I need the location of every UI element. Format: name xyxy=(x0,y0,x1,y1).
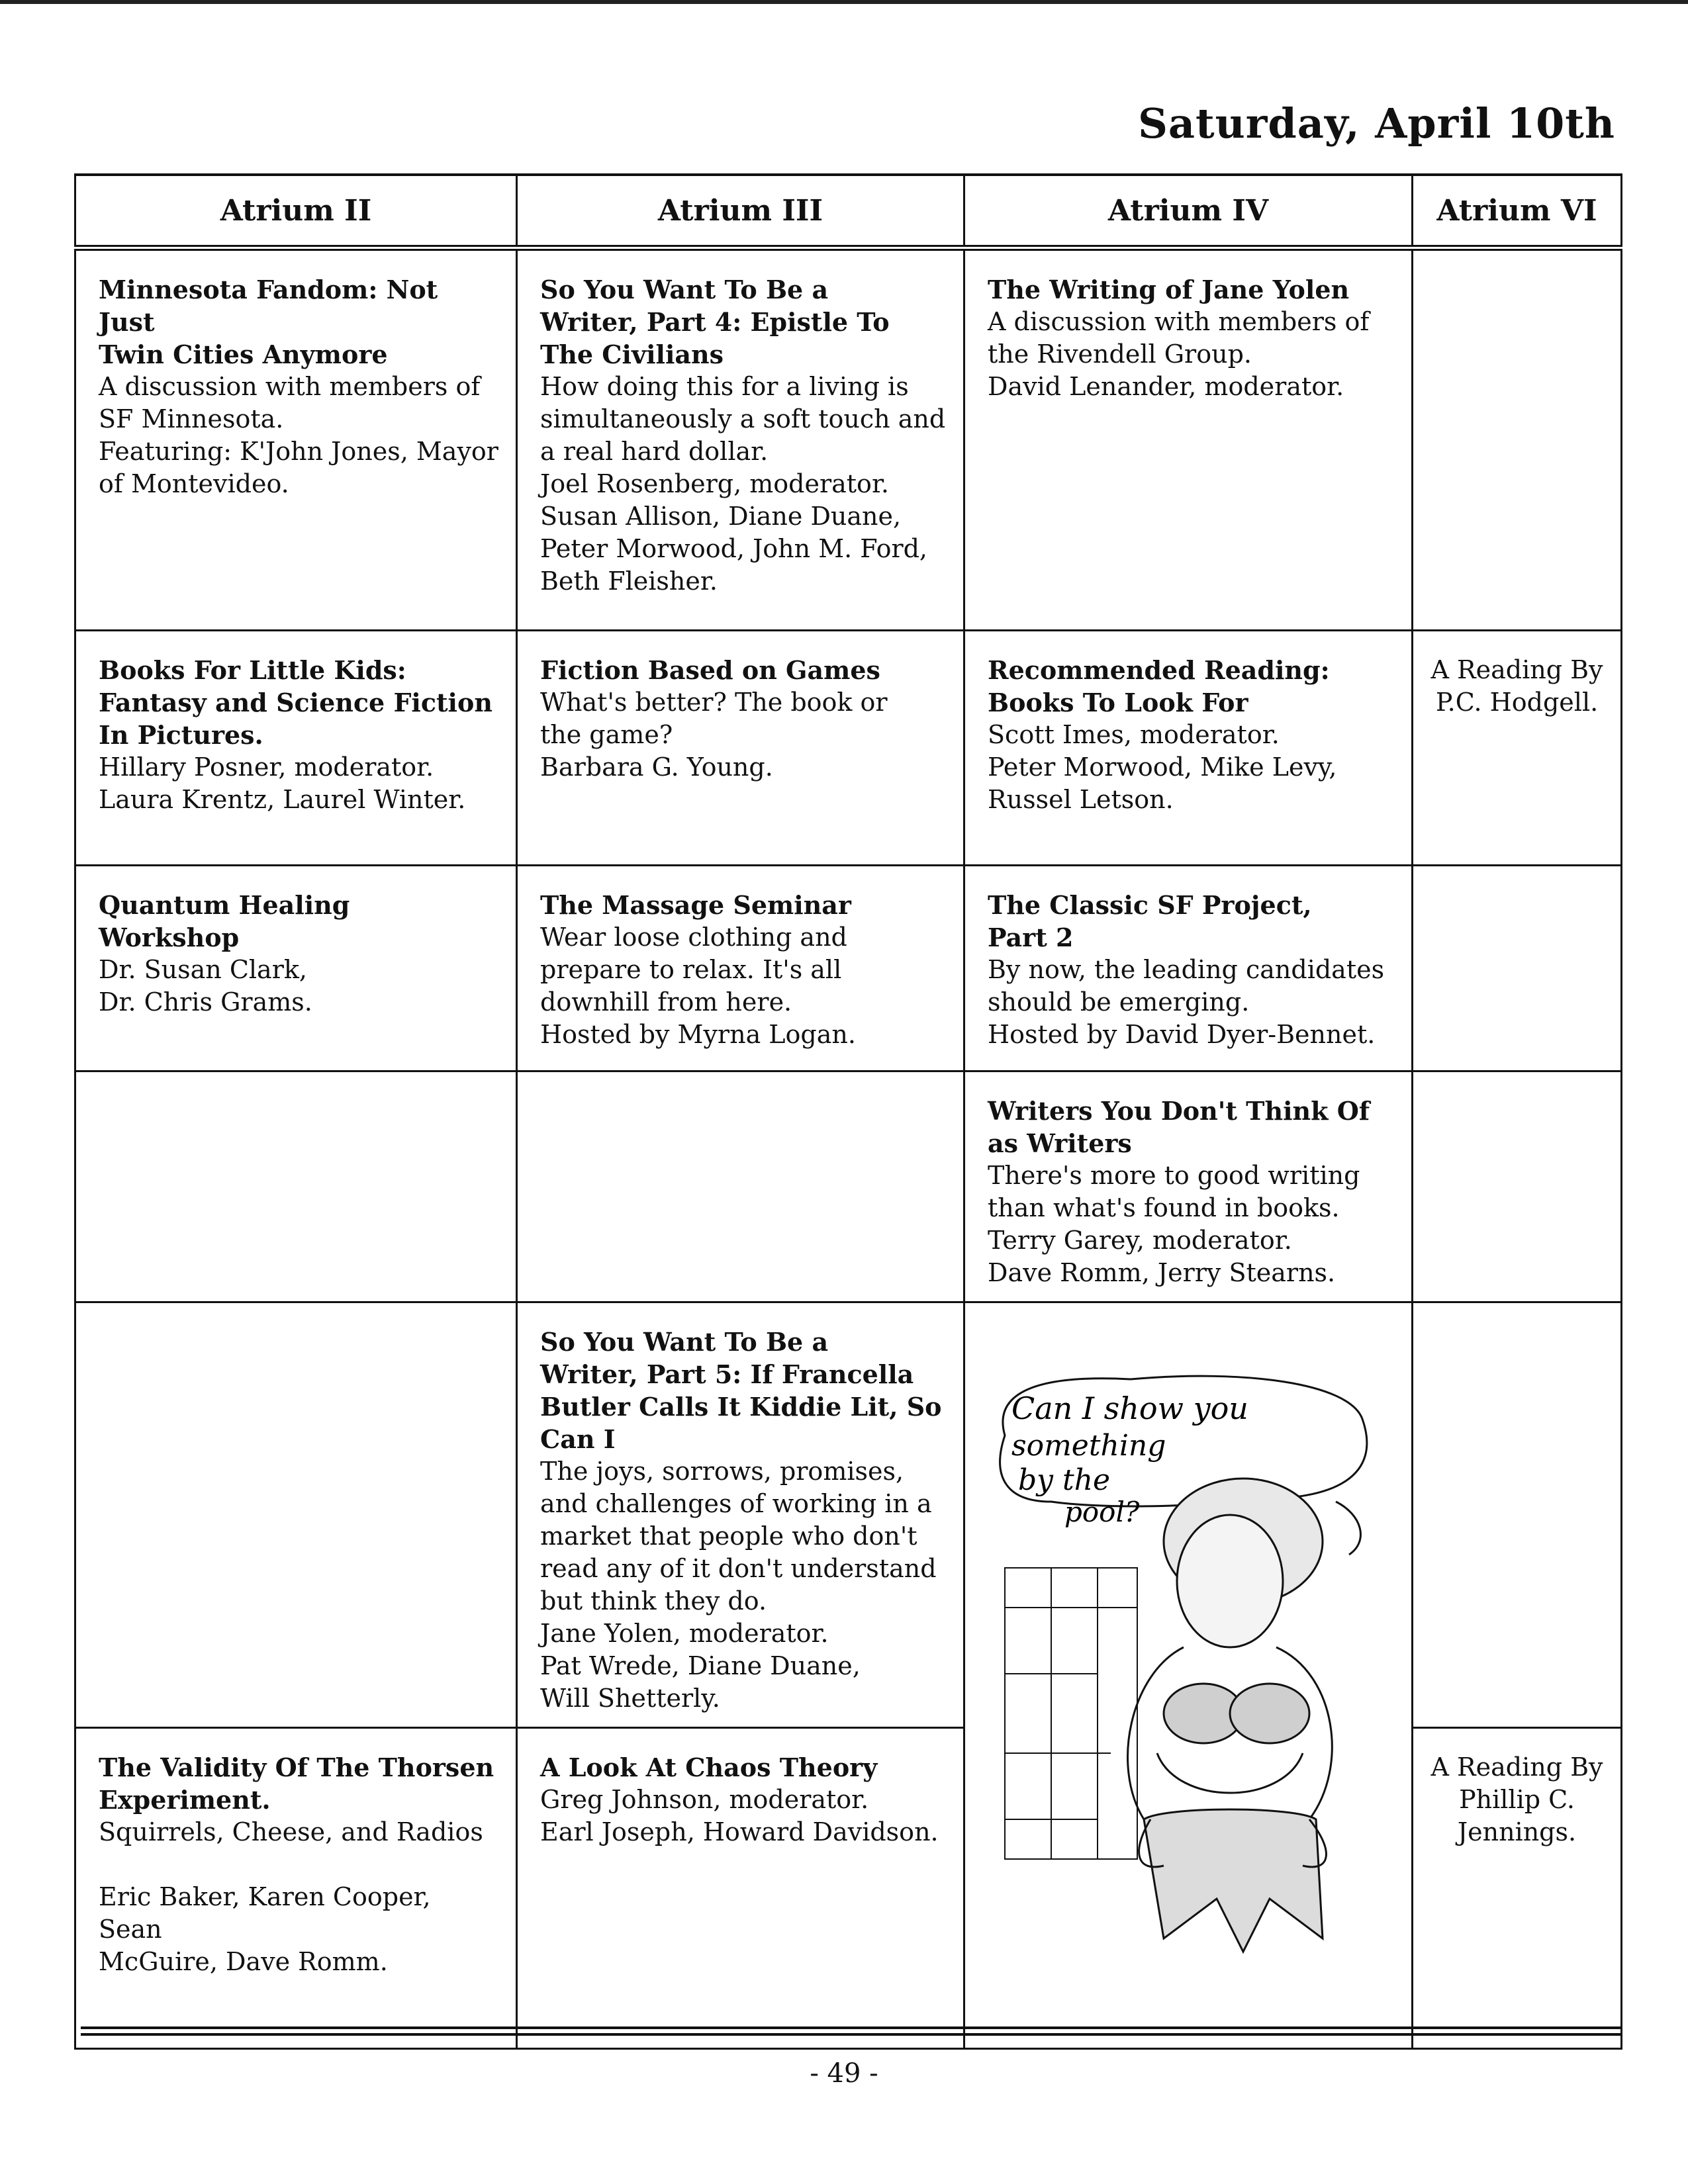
session-title: A Look At Chaos Theory xyxy=(540,1752,878,1782)
session-cell xyxy=(75,248,517,631)
session-detail: A discussion with members of xyxy=(988,307,1370,336)
column-header-atrium-iii: Atrium III xyxy=(517,175,964,248)
bottom-rule xyxy=(81,2026,1620,2029)
speech-line-2: something xyxy=(1011,1429,1166,1463)
session-title: The Validity Of The Thorsen xyxy=(99,1752,494,1782)
session-title: Fantasy and Science Fiction xyxy=(99,688,492,717)
session-detail: Phillip C. xyxy=(1459,1785,1575,1814)
column-header-atrium-ii: Atrium II xyxy=(75,175,517,248)
session-detail: Will Shetterly. xyxy=(540,1684,720,1713)
session-cell xyxy=(1413,1302,1622,1728)
session-cell xyxy=(75,866,517,1071)
session-detail: a real hard dollar. xyxy=(540,437,769,466)
session-detail: the game? xyxy=(540,720,673,749)
session-title: The Classic SF Project, xyxy=(988,890,1312,920)
page-number: - 49 - xyxy=(810,2058,878,2089)
session-cell xyxy=(75,1302,517,1728)
session-title: Books For Little Kids: xyxy=(99,655,406,685)
session-title: Experiment. xyxy=(99,1785,271,1815)
session-cell xyxy=(964,866,1413,1071)
schedule-row xyxy=(75,1302,1622,1728)
spacer xyxy=(99,1848,498,1881)
session-cell xyxy=(517,1071,964,1302)
session-detail: Eric Baker, Karen Cooper, Sean xyxy=(99,1882,431,1944)
session-detail: What's better? The book or xyxy=(540,688,888,717)
session-title: Twin Cities Anymore xyxy=(99,340,388,369)
session-detail: David Lenander, moderator. xyxy=(988,372,1344,401)
session-title: Writer, Part 5: If Francella xyxy=(540,1359,914,1389)
session-title: Books To Look For xyxy=(988,688,1248,717)
session-detail: Hosted by David Dyer-Bennet. xyxy=(988,1020,1376,1049)
session-title: Fiction Based on Games xyxy=(540,655,880,685)
session-detail: Terry Garey, moderator. xyxy=(988,1226,1292,1255)
session-cell xyxy=(1413,248,1622,631)
session-detail: There's more to good writing xyxy=(988,1161,1360,1190)
session-detail: Greg Johnson, moderator. xyxy=(540,1785,869,1814)
session-detail: A Reading By xyxy=(1430,1752,1603,1782)
session-detail: Barbara G. Young. xyxy=(540,752,773,782)
speech-line-3: by the xyxy=(1018,1463,1111,1497)
session-detail: Jane Yolen, moderator. xyxy=(540,1619,829,1648)
pool-wall xyxy=(1005,1568,1137,1859)
column-header-atrium-vi: Atrium VI xyxy=(1413,175,1622,248)
speech-line-4: pool? xyxy=(1064,1496,1140,1528)
session-title: So You Want To Be a xyxy=(540,1327,829,1357)
session-cell xyxy=(517,248,964,631)
header-row xyxy=(75,175,1622,248)
session-detail: How doing this for a living is xyxy=(540,372,909,401)
schedule-row xyxy=(75,866,1622,1071)
session-detail: read any of it don't understand xyxy=(540,1554,937,1583)
session-detail: Jennings. xyxy=(1457,1817,1577,1846)
session-cell xyxy=(75,1071,517,1302)
top-rule xyxy=(0,0,1688,4)
session-cell xyxy=(1413,631,1622,866)
session-detail: of Montevideo. xyxy=(99,469,289,498)
session-detail: Beth Fleisher. xyxy=(540,567,718,596)
session-cell xyxy=(964,248,1413,631)
session-detail: prepare to relax. It's all xyxy=(540,955,842,984)
session-detail: Earl Joseph, Howard Davidson. xyxy=(540,1817,939,1846)
session-cell xyxy=(75,631,517,866)
schedule-row xyxy=(75,1071,1622,1302)
session-title: Recommended Reading: xyxy=(988,655,1330,685)
session-detail: Dr. Chris Grams. xyxy=(99,987,312,1017)
session-detail: P.C. Hodgell. xyxy=(1435,688,1599,717)
session-title: Writers You Don't Think Of xyxy=(988,1096,1370,1126)
session-detail: Pat Wrede, Diane Duane, xyxy=(540,1651,861,1680)
session-detail: Dave Romm, Jerry Stearns. xyxy=(988,1258,1336,1287)
session-detail: Peter Morwood, Mike Levy, xyxy=(988,752,1337,782)
session-title: Can I xyxy=(540,1424,616,1454)
session-cell xyxy=(75,1728,517,2049)
session-detail: Hosted by Myrna Logan. xyxy=(540,1020,856,1049)
session-detail: Laura Krentz, Laurel Winter. xyxy=(99,785,466,814)
session-cell xyxy=(517,631,964,866)
bottom-rule xyxy=(81,2033,1620,2036)
column-header-atrium-iv: Atrium IV xyxy=(964,175,1413,248)
session-title: as Writers xyxy=(988,1128,1132,1158)
session-title: The Massage Seminar xyxy=(540,890,851,920)
session-detail: Dr. Susan Clark, xyxy=(99,955,307,984)
session-title: In Pictures. xyxy=(99,720,263,750)
session-detail: A Reading By xyxy=(1430,655,1603,684)
session-cell xyxy=(517,1302,964,1728)
schedule-table xyxy=(74,173,1622,2050)
session-cell xyxy=(517,1728,964,2049)
session-detail: Susan Allison, Diane Duane, xyxy=(540,502,902,531)
session-cell xyxy=(1413,866,1622,1071)
session-detail: and challenges of working in a xyxy=(540,1489,932,1518)
day-title: Saturday, April 10th xyxy=(1138,99,1615,148)
session-detail: A discussion with members of xyxy=(99,372,481,401)
session-cell xyxy=(1413,1071,1622,1302)
schedule-row xyxy=(75,248,1622,631)
schedule-row xyxy=(75,631,1622,866)
session-detail: Russel Letson. xyxy=(988,785,1174,814)
illustration-cell xyxy=(964,1302,1413,2049)
session-title: Quantum Healing Workshop xyxy=(99,890,350,952)
session-title: Minnesota Fandom: Not Just xyxy=(99,275,438,337)
session-cell xyxy=(964,1071,1413,1302)
session-detail: should be emerging. xyxy=(988,987,1250,1017)
figure-drawing xyxy=(1128,1479,1333,1952)
session-detail: Featuring: K'John Jones, Mayor xyxy=(99,437,498,466)
session-detail: By now, the leading candidates xyxy=(988,955,1385,984)
session-detail: Peter Morwood, John M. Ford, xyxy=(540,534,928,563)
session-detail: The joys, sorrows, promises, xyxy=(540,1457,904,1486)
session-cell xyxy=(517,866,964,1071)
session-detail: downhill from here. xyxy=(540,987,792,1017)
session-detail: McGuire, Dave Romm. xyxy=(99,1947,388,1976)
session-title: Butler Calls It Kiddie Lit, So xyxy=(540,1392,942,1422)
session-detail: than what's found in books. xyxy=(988,1193,1340,1222)
pool-illustration xyxy=(965,1303,1409,1965)
session-title: The Civilians xyxy=(540,340,724,369)
session-detail: Squirrels, Cheese, and Radios xyxy=(99,1817,483,1846)
session-detail: but think they do. xyxy=(540,1586,767,1615)
session-detail: market that people who don't xyxy=(540,1522,917,1551)
session-detail: SF Minnesota. xyxy=(99,404,284,433)
session-title: The Writing of Jane Yolen xyxy=(988,275,1350,304)
session-detail: the Rivendell Group. xyxy=(988,340,1252,369)
session-title: Part 2 xyxy=(988,923,1074,952)
session-detail: simultaneously a soft touch and xyxy=(540,404,946,433)
session-cell xyxy=(964,631,1413,866)
session-title: Writer, Part 4: Epistle To xyxy=(540,307,890,337)
speech-line-1: Can I show you xyxy=(1011,1390,1248,1426)
session-detail: Joel Rosenberg, moderator. xyxy=(540,469,890,498)
session-detail: Scott Imes, moderator. xyxy=(988,720,1280,749)
session-cell xyxy=(1413,1728,1622,2049)
session-detail: Wear loose clothing and xyxy=(540,923,847,952)
session-detail: Hillary Posner, moderator. xyxy=(99,752,434,782)
session-title: So You Want To Be a xyxy=(540,275,829,304)
